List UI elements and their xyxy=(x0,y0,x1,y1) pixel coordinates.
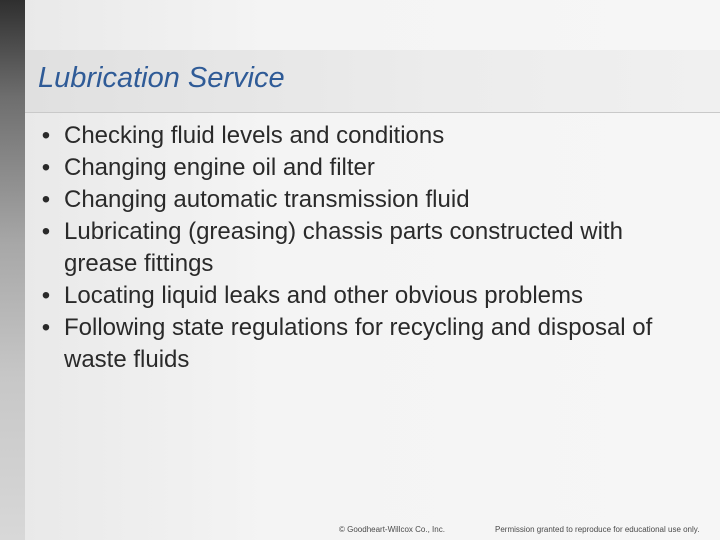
bullet-dot-icon: • xyxy=(41,314,51,341)
bullet-list xyxy=(28,120,688,376)
bullet-item xyxy=(28,312,688,376)
bullet-text: Lubricating (greasing) chassis parts constructed with grease fittings xyxy=(64,218,623,277)
bullet-text: Locating liquid leaks and other obvious problems xyxy=(64,282,583,309)
bullet-item xyxy=(28,184,688,216)
bullet-item xyxy=(28,280,688,312)
left-gradient-band xyxy=(0,0,25,540)
title-divider xyxy=(25,112,720,113)
bullet-dot-icon: • xyxy=(41,154,51,181)
bullet-dot-icon: • xyxy=(41,186,51,213)
bullet-text: Changing automatic transmission fluid xyxy=(64,186,470,213)
footer-copyright: © Goodheart-Willcox Co., Inc. xyxy=(339,525,445,534)
slide-title: Lubrication Service xyxy=(38,62,285,94)
bullet-item xyxy=(28,216,688,280)
bullet-text: Following state regulations for recycling and disposal of waste fluids xyxy=(64,314,653,373)
bullet-dot-icon: • xyxy=(41,218,51,245)
bullet-dot-icon: • xyxy=(41,282,51,309)
bullet-text: Changing engine oil and filter xyxy=(64,154,375,181)
bullet-item xyxy=(28,152,688,184)
bullet-item xyxy=(28,120,688,152)
bullet-dot-icon: • xyxy=(41,122,51,149)
footer-permission: Permission granted to reproduce for educational use only. xyxy=(495,525,700,534)
bullet-text: Checking fluid levels and conditions xyxy=(64,122,445,149)
